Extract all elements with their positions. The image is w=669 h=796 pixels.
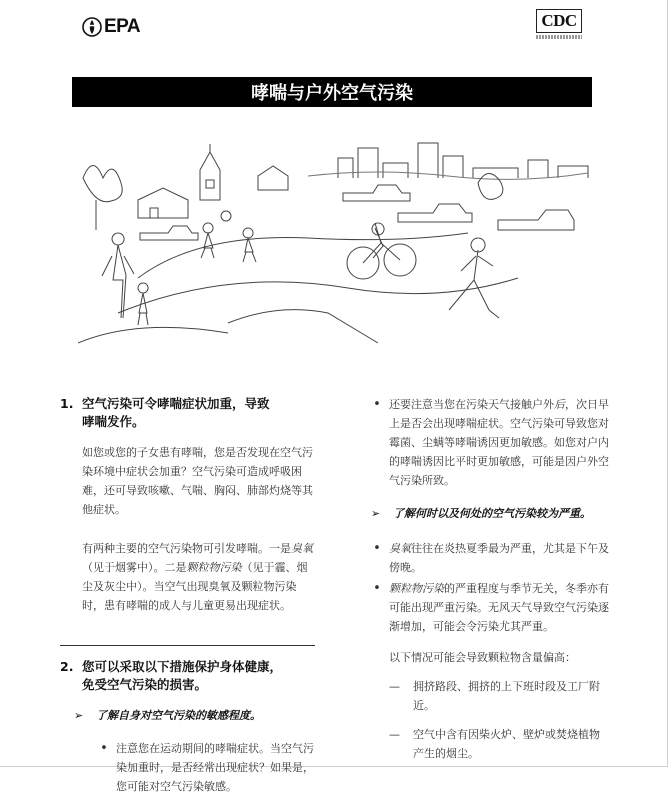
section-divider	[60, 645, 315, 646]
section-2-heading-text: 您可以采取以下措施保护身体健康， 免受空气污染的损害。	[82, 659, 283, 692]
list-item: • 臭氧往往在炎热夏季最为严重，尤其是下午及傍晚。	[365, 539, 610, 577]
list-item: • 还要注意当您在污染天气接触户外后，次日早上是否会出现哮喘症状。空气污染可导致您对霉菌、尘螨等哮喘诱因更加敏感。如您对户内的哮喘诱因比平时更加敏感，可能是因户外空气污染所致。	[365, 395, 610, 490]
right-column	[365, 395, 610, 763]
section-1-heading-text: 空气污染可令哮喘症状加重，导致 哮喘发作。	[82, 396, 270, 429]
section-2-number: 2.	[60, 659, 74, 674]
bullet-icon: •	[373, 397, 381, 412]
list-item: — 拥挤路段、拥挤的上下班时段及工厂附近。	[389, 677, 610, 715]
arrow-icon: ➢	[371, 507, 381, 520]
list-item: — 空气中含有因柴火炉、壁炉或焚烧植物产生的烟尘。	[389, 725, 610, 763]
section-1-number: 1.	[60, 396, 74, 411]
right-paragraph: 以下情况可能会导致颗粒物含量偏高：	[389, 651, 576, 664]
section-1-heading	[60, 395, 315, 431]
bullet-icon: •	[373, 581, 381, 596]
arrow-icon: ➢	[74, 709, 84, 722]
right-subheading: ➢ 了解何时以及何处的空气污染较为严重。	[371, 504, 610, 523]
list-item: • 注意您在运动期间的哮喘症状。当空气污染加重时，是否经常出现症状？如果是，您可能对空气污染敏感。	[92, 739, 315, 796]
epa-logo-text: EPA	[104, 16, 141, 37]
bullet-icon: •	[373, 541, 381, 556]
section-2-heading	[60, 658, 315, 694]
cdc-logo-subtext	[536, 35, 582, 39]
epa-logo	[82, 14, 140, 40]
left-column	[60, 395, 315, 796]
page-title: 哮喘与户外空气污染	[72, 77, 592, 107]
dash-icon: —	[389, 728, 400, 741]
bullet-icon: •	[100, 741, 108, 756]
epa-flower-icon	[82, 17, 102, 37]
section-1-paragraph-2: 有两种主要的空气污染物可引发哮喘。一是臭氧（见于烟雾中）。二是颗粒物污染（见于霾、烟尘及灰尘中）。当空气出现臭氧及颗粒物污染时，患有哮喘的成人与儿童更易出现症状。	[82, 542, 313, 612]
list-item: • 颗粒物污染的严重程度与季节无关，冬季亦有可能出现严重污染。无风天气导致空气污染逐渐增加，可能会令污染尤其严重。	[365, 579, 610, 636]
street-scene-illustration	[78, 138, 598, 348]
cdc-logo	[536, 9, 582, 39]
dash-icon: —	[389, 680, 400, 693]
section-2-subheading: ➢ 了解自身对空气污染的敏感程度。	[74, 706, 315, 725]
cdc-logo-text: CDC	[536, 9, 582, 33]
section-1-paragraph-1: 如您或您的子女患有哮喘，您是否发现在空气污染环境中症状会加重？空气污染可造成呼吸困难，还可导致咳嗽、气喘、胸闷、肺部灼烧等其他症状。	[82, 446, 313, 516]
